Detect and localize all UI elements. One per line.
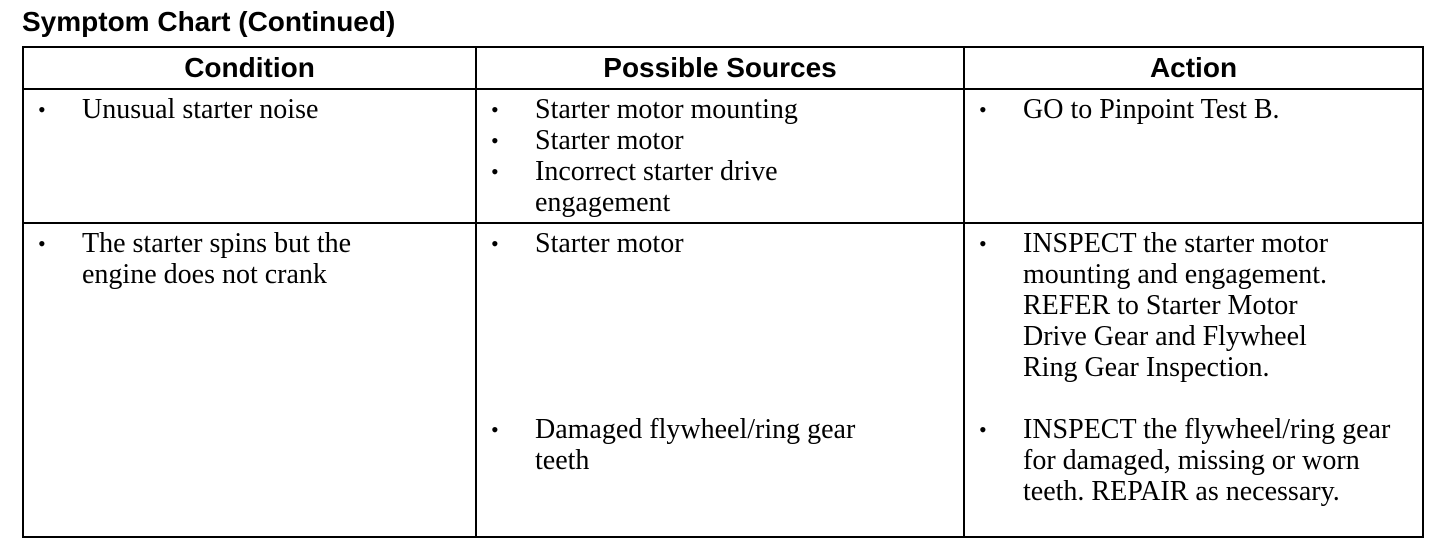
- list-item: [489, 125, 963, 156]
- bullet-icon: •: [979, 417, 987, 442]
- possible-sources-cell: [476, 223, 964, 537]
- action-cell: [964, 89, 1423, 223]
- list-item: [36, 94, 475, 125]
- source-text: Damaged flywheel/ring gear teeth: [535, 414, 856, 476]
- column-header-possible-sources: Possible Sources: [476, 47, 964, 89]
- bullet-icon: •: [38, 231, 46, 256]
- possible-sources-cell: [476, 89, 964, 223]
- source-text: Starter motor mounting: [535, 94, 798, 125]
- symptom-chart-table: [22, 46, 1424, 538]
- source-text: Starter motor: [535, 228, 684, 259]
- column-header-condition: Condition: [23, 47, 476, 89]
- bullet-icon: •: [491, 128, 499, 153]
- list-item: [977, 94, 1422, 125]
- list-item: [489, 94, 963, 125]
- bullet-icon: •: [491, 97, 499, 122]
- condition-text: Unusual starter noise: [82, 94, 319, 125]
- bullet-icon: •: [491, 417, 499, 442]
- source-text: Incorrect starter drive engagement: [535, 156, 778, 218]
- list-item: [489, 414, 963, 476]
- page-title: Symptom Chart (Continued): [22, 6, 396, 37]
- condition-text: The starter spins but the engine does not crank: [82, 228, 352, 290]
- bullet-icon: •: [979, 97, 987, 122]
- table-row: [23, 89, 1423, 223]
- list-item: [977, 414, 1422, 507]
- bullet-icon: •: [38, 97, 46, 122]
- condition-cell: [23, 223, 476, 537]
- list-item: [977, 228, 1422, 383]
- bullet-icon: •: [491, 231, 499, 256]
- action-text: GO to Pinpoint Test B.: [1023, 94, 1280, 125]
- source-text: Starter motor: [535, 125, 684, 156]
- table-row: [23, 223, 1423, 537]
- condition-cell: [23, 89, 476, 223]
- list-item: [489, 228, 963, 259]
- table-header-row: [23, 47, 1423, 89]
- action-text: INSPECT the starter motor mounting and engagement. REFER to Starter Motor Drive Gear and Flywheel Ring Gear Inspection.: [1023, 228, 1329, 383]
- action-cell: [964, 223, 1423, 537]
- list-item: [36, 228, 475, 290]
- action-text: INSPECT the flywheel/ring gear for damaged, missing or worn teeth. REPAIR as necessary.: [1023, 414, 1391, 507]
- bullet-icon: •: [979, 231, 987, 256]
- column-header-action: Action: [964, 47, 1423, 89]
- list-item: [489, 156, 963, 218]
- bullet-icon: •: [491, 159, 499, 184]
